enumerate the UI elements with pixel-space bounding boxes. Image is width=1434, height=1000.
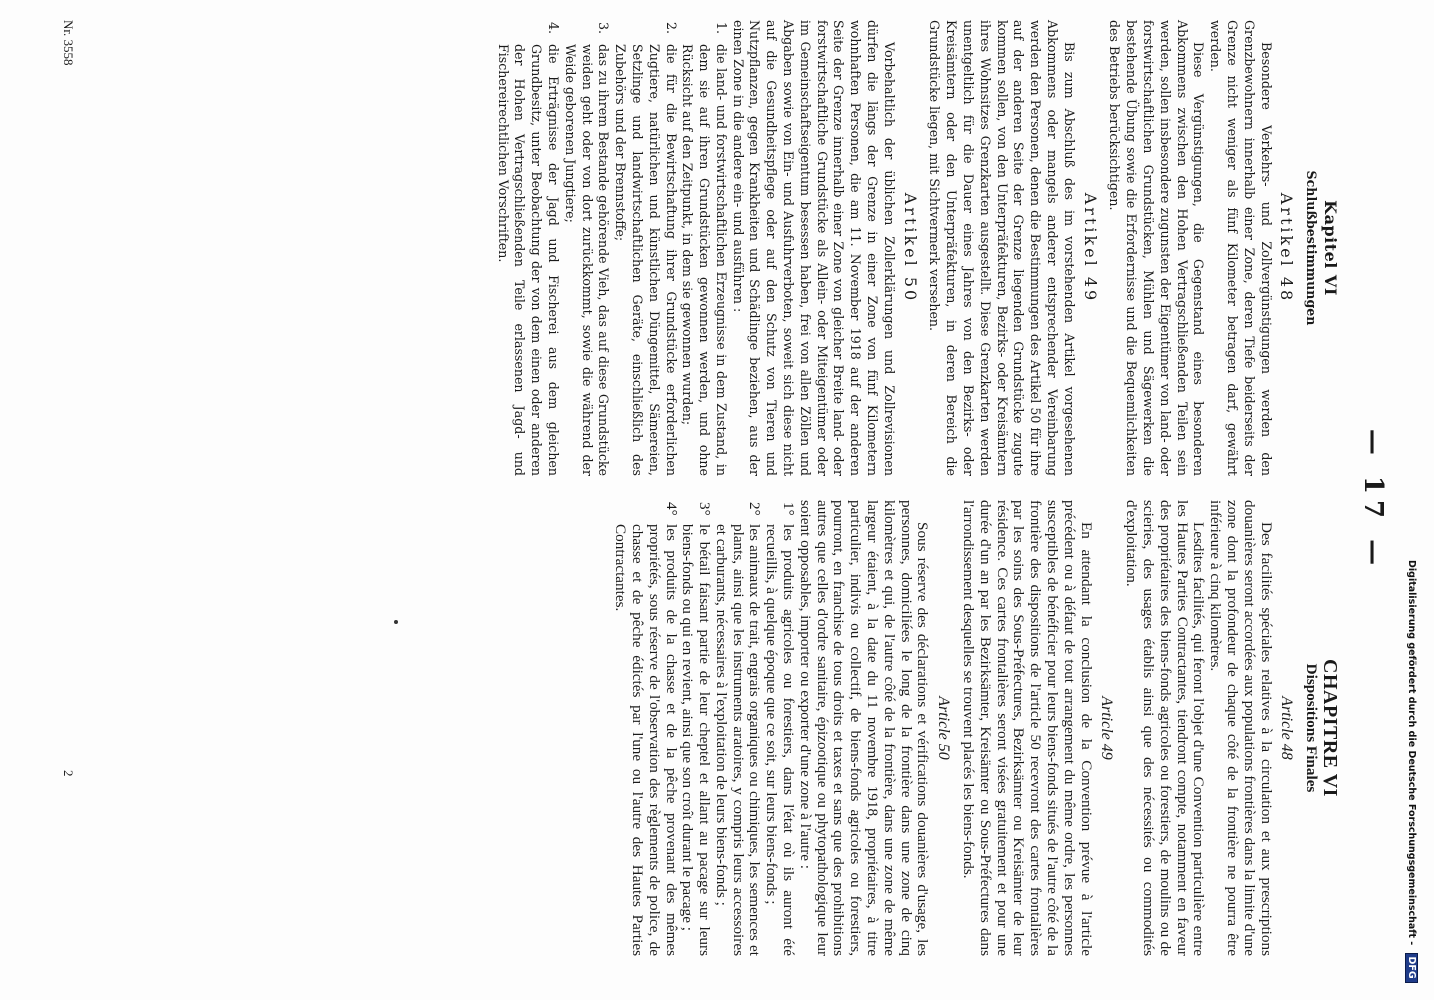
list-item-number: 1.	[713, 22, 729, 35]
german-chapter-heading: Kapitel VI	[1321, 200, 1340, 296]
footer-sheet-number: 2	[61, 770, 76, 777]
german-article-49-title: Artikel 49	[1080, 192, 1100, 304]
list-item-text: les produits agricoles ou forestiers, dans l'état où ils auront été recueillis, à quelque époque que ce soit, sur leurs biens-fonds ;	[763, 524, 798, 956]
french-article-48-para-2: Lesdites facilités, qui feront l'objet d'une Convention particulière entre les Hautes Parties Contractantes, tiendront compte, notamment en faveur des propriétaires des biens-fonds agricoles ou forestiers, de moulins ou de scieries, des usages établis ainsi que des nécessités ou commodités d'exploitation.	[1123, 500, 1208, 956]
german-article-50-para-1: Vorbehaltlich der üblichen Zollerklärungen und Zollrevisionen dürfen die längs der Grenze in einer Zone von fünf Kilometern wohnhaften Personen, die am 11. November 1918 auf der anderen Seite der Grenze innerhalb einer Zone von gleicher Breite land- oder forstwirtschaftliche Grundstücke als Allein- oder Miteigentümer oder im Gemeinschaftseigentum besessen haben, frei von allen Zöllen und Abgaben sowie von Ein- und Ausfuhrverboten, soweit sich diese nicht auf die Gesundheitspflege oder auf den Schutz von Tieren und Nutzpflanzen, gegen Krankheiten und Schädlinge beziehen, aus der einen Zone in die andere ein- und ausführen :	[730, 20, 897, 476]
french-column	[98, 500, 1341, 956]
digitization-credit	[1404, 560, 1418, 1000]
german-article-50-list	[494, 20, 729, 476]
dfg-logo: DFG	[1405, 953, 1418, 983]
german-article-48-para-1: Besondere Verkehrs- und Zollvergünstigungen werden den Grenzbewohnern innerhalb einer Zone, deren Tiefe beiderseits der Grenze nicht weniger als fünf Kilometer betragen darf, gewährt werden.	[1208, 20, 1274, 476]
german-article-50-title: Artikel 50	[900, 192, 920, 304]
list-item-text: les produits de la chasse et de la pêche provenant des mêmes propriétés, sous réserve de l'observation des règlements de police, de chasse et de pêche édictés par l'une ou l'autre des Hautes Parties Contractantes.	[612, 524, 680, 956]
french-article-50-title: Article 50	[935, 696, 953, 760]
french-article-49-title: Article 49	[1098, 696, 1116, 760]
german-article-48-title: Artikel 48	[1277, 192, 1297, 304]
list-item-number: 3.	[596, 22, 612, 35]
list-item-text: die Erträgnisse der Jagd und Fischerei aus dem gleichen Grundbesitz, unter Beobachtung der von dem einen oder anderen der Hohen Vertragschließenden Teile erlassenen Jagd- und Fischereirechtlichen Vorschriften.	[495, 44, 561, 476]
list-item	[679, 502, 714, 956]
list-item	[494, 22, 561, 476]
german-article-48-para-2: Diese Vergünstigungen, die Gegenstand eines besonderen Abkommens zwischen den Hohen Vertragschließenden Teilen sein werden, sollen insbesondere zugunsten der Eigentümer von land- oder forstwirtschaftlichen Grundstücken, Mühlen und Sägewerken die bestehende Übung sowie die Erfordernisse und die Bequemlichkeiten des Betriebs berücksichtigen.	[1107, 20, 1207, 476]
digitization-credit-text: Digitalisierung gefördert durch die Deutsche Forschungsgemeinschaft -	[1406, 560, 1417, 946]
list-item-number: 2°	[746, 502, 764, 516]
french-article-48-para-1: Des facilités spéciales relatives à la circulation et aux prescriptions douanières seront accordées aux populations frontières dans la limite d'une zone dont la profondeur de chaque côté de la frontière ne pourra être inférieure à cinq kilomètres.	[1207, 500, 1275, 956]
list-item-text: die für die Bewirtschaftung ihrer Grundstücke erforderlichen Zugtiere, natürlichen und künstlichen Düngemittel, Sämereien, Setzlinge und landwirtschaftlichen Geräte, einschließlich des Zubehörs und der Brennstoffe;	[613, 44, 679, 476]
list-item-number: 4.	[545, 22, 561, 35]
ink-dot	[394, 620, 398, 624]
french-article-50-para-1: Sous réserve des déclarations et vérifications douanières d'usage, les personnes, domiciliées le long de la frontière dans une zone de cinq kilomètres et qui, de l'autre côté de la frontière, dans une zone de même largeur étaient, à la date du 11 novembre 1918, propriétaires, à titre particulier, indivis ou collectif, de biens-fonds agricoles ou forestiers, pourront, en franchise de tous droits et taxes et sans que des prohibitions autres que celles d'ordre sanitaire, épizootique ou phytopathologique leur soient opposables, importer ou exporter d'une zone à l'autre :	[796, 500, 932, 956]
list-item-text: die land- und forstwirtschaftlichen Erzeugnisse in dem Zustand, in dem sie auf ihren Grundstücken gewonnen werden, und ohne Rücksicht auf den Zeitpunkt, in dem sie gewonnen wurden;	[680, 44, 729, 476]
list-item-text: les animaux de trait, engrais organiques ou chimiques, les semences et plants, ainsi que les instruments aratoires, y compris leurs accessoires et carburants, nécessaires à l'exploitation de leurs biens-fonds ;	[712, 524, 764, 956]
list-item-number: 3°	[696, 502, 714, 516]
list-item-text: le bétail faisant partie de leur cheptel et allant au pacage sur leurs biens-fonds ou qui en revient, ainsi que son croît durant le pacage ;	[679, 524, 714, 956]
list-item	[611, 502, 680, 956]
french-chapter-heading: CHAPITRE VI	[1319, 659, 1341, 797]
german-article-49-para-1: Bis zum Abschluß des im vorstehenden Artikel vorgesehenen Abkommens oder mangels anderer entsprechender Vereinbarung werden den Personen, denen die Bestimmungen des Artikel 50 für ihre auf der anderen Seite der Grenze liegenden Grundstücke zugute kommen sollen, von den Unterpräfekturen, Bezirks- oder Kreisämtern ihres Wohnsitzes Grenzkarten ausgestellt. Diese Grenzkarten werden unentgeltlich für die Dauer eines Jahres von den Bezirks- oder Kreisämtern oder den Unterpräfekturen, in deren Bereich die Grundstücke liegen, mit Sichtvermerk versehen.	[927, 20, 1077, 476]
list-item	[679, 22, 729, 476]
list-item-number: 4°	[662, 502, 680, 516]
list-item-number: 1°	[780, 502, 798, 516]
list-item	[712, 502, 764, 956]
list-item	[763, 502, 798, 956]
french-chapter-title: Dispositions Finales	[1303, 663, 1321, 793]
footer-document-number: Nr. 3558	[61, 20, 76, 66]
list-item	[561, 22, 612, 476]
french-article-48-title: Article 48	[1278, 696, 1296, 760]
list-item	[611, 22, 679, 476]
list-item-text: das zu ihrem Bestande gehörende Vieh, das auf diese Grundstücke weiden geht oder von dort zurückkommt, sowie die während der Weide geborenen Jungtiere;	[562, 44, 612, 476]
german-column	[98, 20, 1338, 476]
french-article-50-list	[611, 500, 796, 956]
german-chapter-title: Schlußbestimmungen	[1304, 170, 1320, 326]
french-article-49-para-1: En attendant la conclusion de la Convention prévue à l'article précédent ou à défaut de tout arrangement du même ordre, les personnes susceptibles de bénéficier pour leurs biens-fonds situés de l'autre côté de la frontière des dispositions de l'article 50 recevront des cartes frontalières par les soins des Sous-Préfectures, Bezirksämter ou Kreisämter de leur résidence. Ces cartes frontalières seront visées gratuitement et pour une durée d'un an par les Bezirksämter, Kreisämter ou Sous-Préfectures dans l'arrondissement desquelles se trouvent placés les biens-fonds.	[960, 500, 1095, 956]
page-number: — 17 —	[1358, 428, 1388, 572]
list-item-number: 2.	[663, 22, 679, 35]
